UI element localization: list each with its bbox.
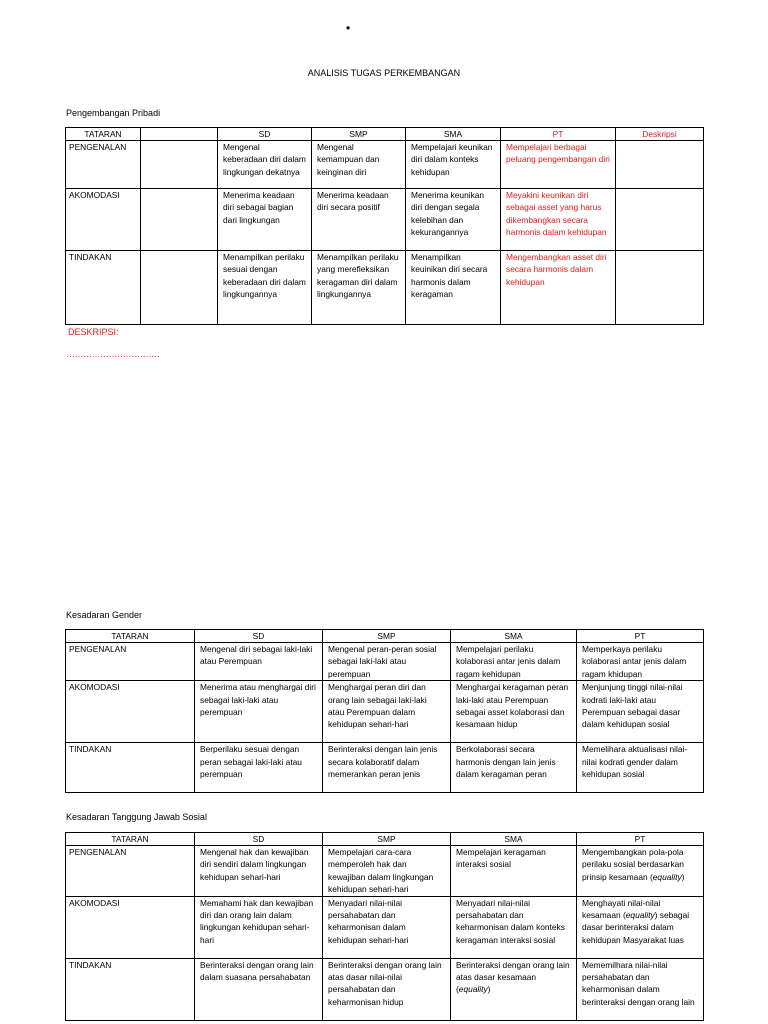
header-sma: SMA — [406, 128, 501, 141]
table-row — [66, 251, 704, 325]
deskripsi-cell — [616, 189, 704, 251]
sma-cell: Mempelajari keunikan diri dalam konteks kehidupan — [406, 141, 501, 189]
smp-cell: Menyadari nilai-nilai persahabatan dan keharmonisan dalam kehidupan sehari-hari — [323, 896, 451, 958]
table-header-row — [66, 833, 704, 846]
header-sma: SMA — [451, 630, 577, 643]
table-pengembangan-pribadi — [65, 127, 704, 325]
pt-cell: Menghayati nilai-nilai kesamaan (equality) sebagai dasar berinteraksi dalam kehidupan Masyarakat luas — [577, 896, 704, 958]
table-row — [66, 958, 704, 1020]
header-sd: SD — [195, 630, 323, 643]
table-row — [66, 189, 704, 251]
level-cell: AKOMODASI — [66, 681, 195, 743]
page-dot: • — [346, 21, 351, 35]
level-cell: AKOMODASI — [66, 896, 195, 958]
level-cell: TINDAKAN — [66, 958, 195, 1020]
pt-cell: Memelihara aktualisasi nilai-nilai kodrati gender dalam kehidupan sosial — [577, 743, 704, 793]
deskripsi-cell — [616, 251, 704, 325]
header-pt: PT — [577, 630, 704, 643]
sma-cell: Mempelajari perilaku kolaborasi antar jenis dalam ragam kehidupan — [451, 643, 577, 681]
header-smp: SMP — [323, 630, 451, 643]
smp-cell: Berinteraksi dengan orang lain atas dasar nilai-nilai persahabatan dan keharmonisan hidup — [323, 958, 451, 1020]
header-tataran: TATARAN — [66, 128, 141, 141]
sd-cell: Mengenal diri sebagai laki-laki atau Perempuan — [195, 643, 323, 681]
header-sma: SMA — [451, 833, 577, 846]
blank-cell — [141, 189, 218, 251]
section-title-tanggung-jawab-sosial: Kesadaran Tanggung Jawab Sosial — [66, 812, 207, 822]
smp-cell: Mengenal peran-peran sosial sebagai laki-laki atau perempuan — [323, 643, 451, 681]
header-tataran: TATARAN — [66, 833, 195, 846]
blank-cell — [141, 251, 218, 325]
smp-cell: Menerima keadaan diri secara positif — [312, 189, 406, 251]
header-pt: PT — [577, 833, 704, 846]
sd-cell: Memahami hak dan kewajiban diri dan orang lain dalam lingkungan kehidupan sehari-hari — [195, 896, 323, 958]
table-tanggung-jawab-sosial — [65, 832, 704, 1021]
description-dots: …………………………… — [66, 349, 160, 359]
table-row — [66, 846, 704, 897]
pt-cell: Meyakini keunikan diri sebagai asset yang harus dikembangkan secara harmonis dalam kehidupan — [501, 189, 616, 251]
table-row — [66, 643, 704, 681]
sd-cell: Menerima atau menghargai diri sebagai laki-laki atau perempuan — [195, 681, 323, 743]
header-tataran: TATARAN — [66, 630, 195, 643]
document-title: ANALISIS TUGAS PERKEMBANGAN — [307, 68, 461, 78]
smp-cell: Mempelajari cara-cara memperoleh hak dan kewajiban dalam lingkungan kehidupan sehari-hari — [323, 846, 451, 897]
level-cell: AKOMODASI — [66, 189, 141, 251]
sma-cell: Menampilkan keuinikan diri secara harmonis dalam keragaman — [406, 251, 501, 325]
blank-cell — [141, 141, 218, 189]
level-cell: PENGENALAN — [66, 846, 195, 897]
pt-cell: Menjunjung tinggi nilai-nilai kodrati laki-laki atau Perempuan sebagai dasar dalam kehidupan sosial — [577, 681, 704, 743]
sd-cell: Mengenal hak dan kewajiban diri sendiri dalam lingkungan kehidupan sehari-hari — [195, 846, 323, 897]
table-row — [66, 743, 704, 793]
table-header-row — [66, 630, 704, 643]
level-cell: TINDAKAN — [66, 743, 195, 793]
pt-cell: Mempelajari berbagai peluang pengembangan diri — [501, 141, 616, 189]
header-smp: SMP — [312, 128, 406, 141]
header-sd: SD — [195, 833, 323, 846]
sma-cell: Menerima keunikan diri dengan segala kelebihan dan kekurangannya — [406, 189, 501, 251]
level-cell: PENGENALAN — [66, 141, 141, 189]
sd-cell: Berinteraksi dengan orang lain dalam suasana persahabatan — [195, 958, 323, 1020]
table-row — [66, 141, 704, 189]
smp-cell: Menghargai peran diri dan orang lain sebagai laki-laki atau Perempuan dalam kehidupan sehari-hari — [323, 681, 451, 743]
header-blank — [141, 128, 218, 141]
header-sd: SD — [218, 128, 312, 141]
pt-cell: Memperkaya perilaku kolaborasi antar jenis dalam ragam khidupan — [577, 643, 704, 681]
table-header-row — [66, 128, 704, 141]
table-kesadaran-gender — [65, 629, 704, 793]
table-row — [66, 896, 704, 958]
section-title-pengembangan-pribadi: Pengembangan Pribadi — [66, 108, 161, 118]
sma-cell: Menghargai keragaman peran laki-laki atau Perempuan sebagai asset kolaborasi dan kesamaan hidup — [451, 681, 577, 743]
header-deskripsi: Deskripsi — [616, 128, 704, 141]
sd-cell: Menerima keadaan diri sebagai bagian dari lingkungan — [218, 189, 312, 251]
smp-cell: Mengenal kemampuan dan keinginan diri — [312, 141, 406, 189]
smp-cell: Berinteraksi dengan lain jenis secara kolaboratif dalam memerankan peran jenis — [323, 743, 451, 793]
deskripsi-cell — [616, 141, 704, 189]
smp-cell: Menampilkan perilaku yang merefleksikan keragaman diri dalam lingkungannya — [312, 251, 406, 325]
sma-cell: Mempelajari keragaman interaksi sosial — [451, 846, 577, 897]
description-label: DESKRIPSI: — [68, 327, 119, 337]
level-cell: PENGENALAN — [66, 643, 195, 681]
header-smp: SMP — [323, 833, 451, 846]
pt-cell: Mengembangkan asset diri secara harmonis dalam kehidupan — [501, 251, 616, 325]
header-pt: PT — [501, 128, 616, 141]
table-row — [66, 681, 704, 743]
sma-cell: Berkolaborasi secara harmonis dengan lain jenis dalam keragaman peran — [451, 743, 577, 793]
sd-cell: Berperilaku sesuai dengan peran sebagai laki-laki atau perempuan — [195, 743, 323, 793]
sd-cell: Menampilkan perilaku sesuai dengan keberadaan diri dalam lingkungannya — [218, 251, 312, 325]
sd-cell: Mengenal keberadaan diri dalam lingkungan dekatnya — [218, 141, 312, 189]
section-title-kesadaran-gender: Kesadaran Gender — [66, 610, 143, 620]
sma-cell: Berinteraksi dengan orang lain atas dasar kesamaan (equality) — [451, 958, 577, 1020]
level-cell: TINDAKAN — [66, 251, 141, 325]
pt-cell: Mengembangkan pola-pola perilaku sosial berdasarkan prinsip kesamaan (equality) — [577, 846, 704, 897]
sma-cell: Menyadari nilai-nilai persahabatan dan keharmonisan dalam konteks keragaman interaksi sosial — [451, 896, 577, 958]
pt-cell: Mememilhara nilai-nilai persahabatan dan keharmonisan dalam berinteraksi dengan orang lain — [577, 958, 704, 1020]
